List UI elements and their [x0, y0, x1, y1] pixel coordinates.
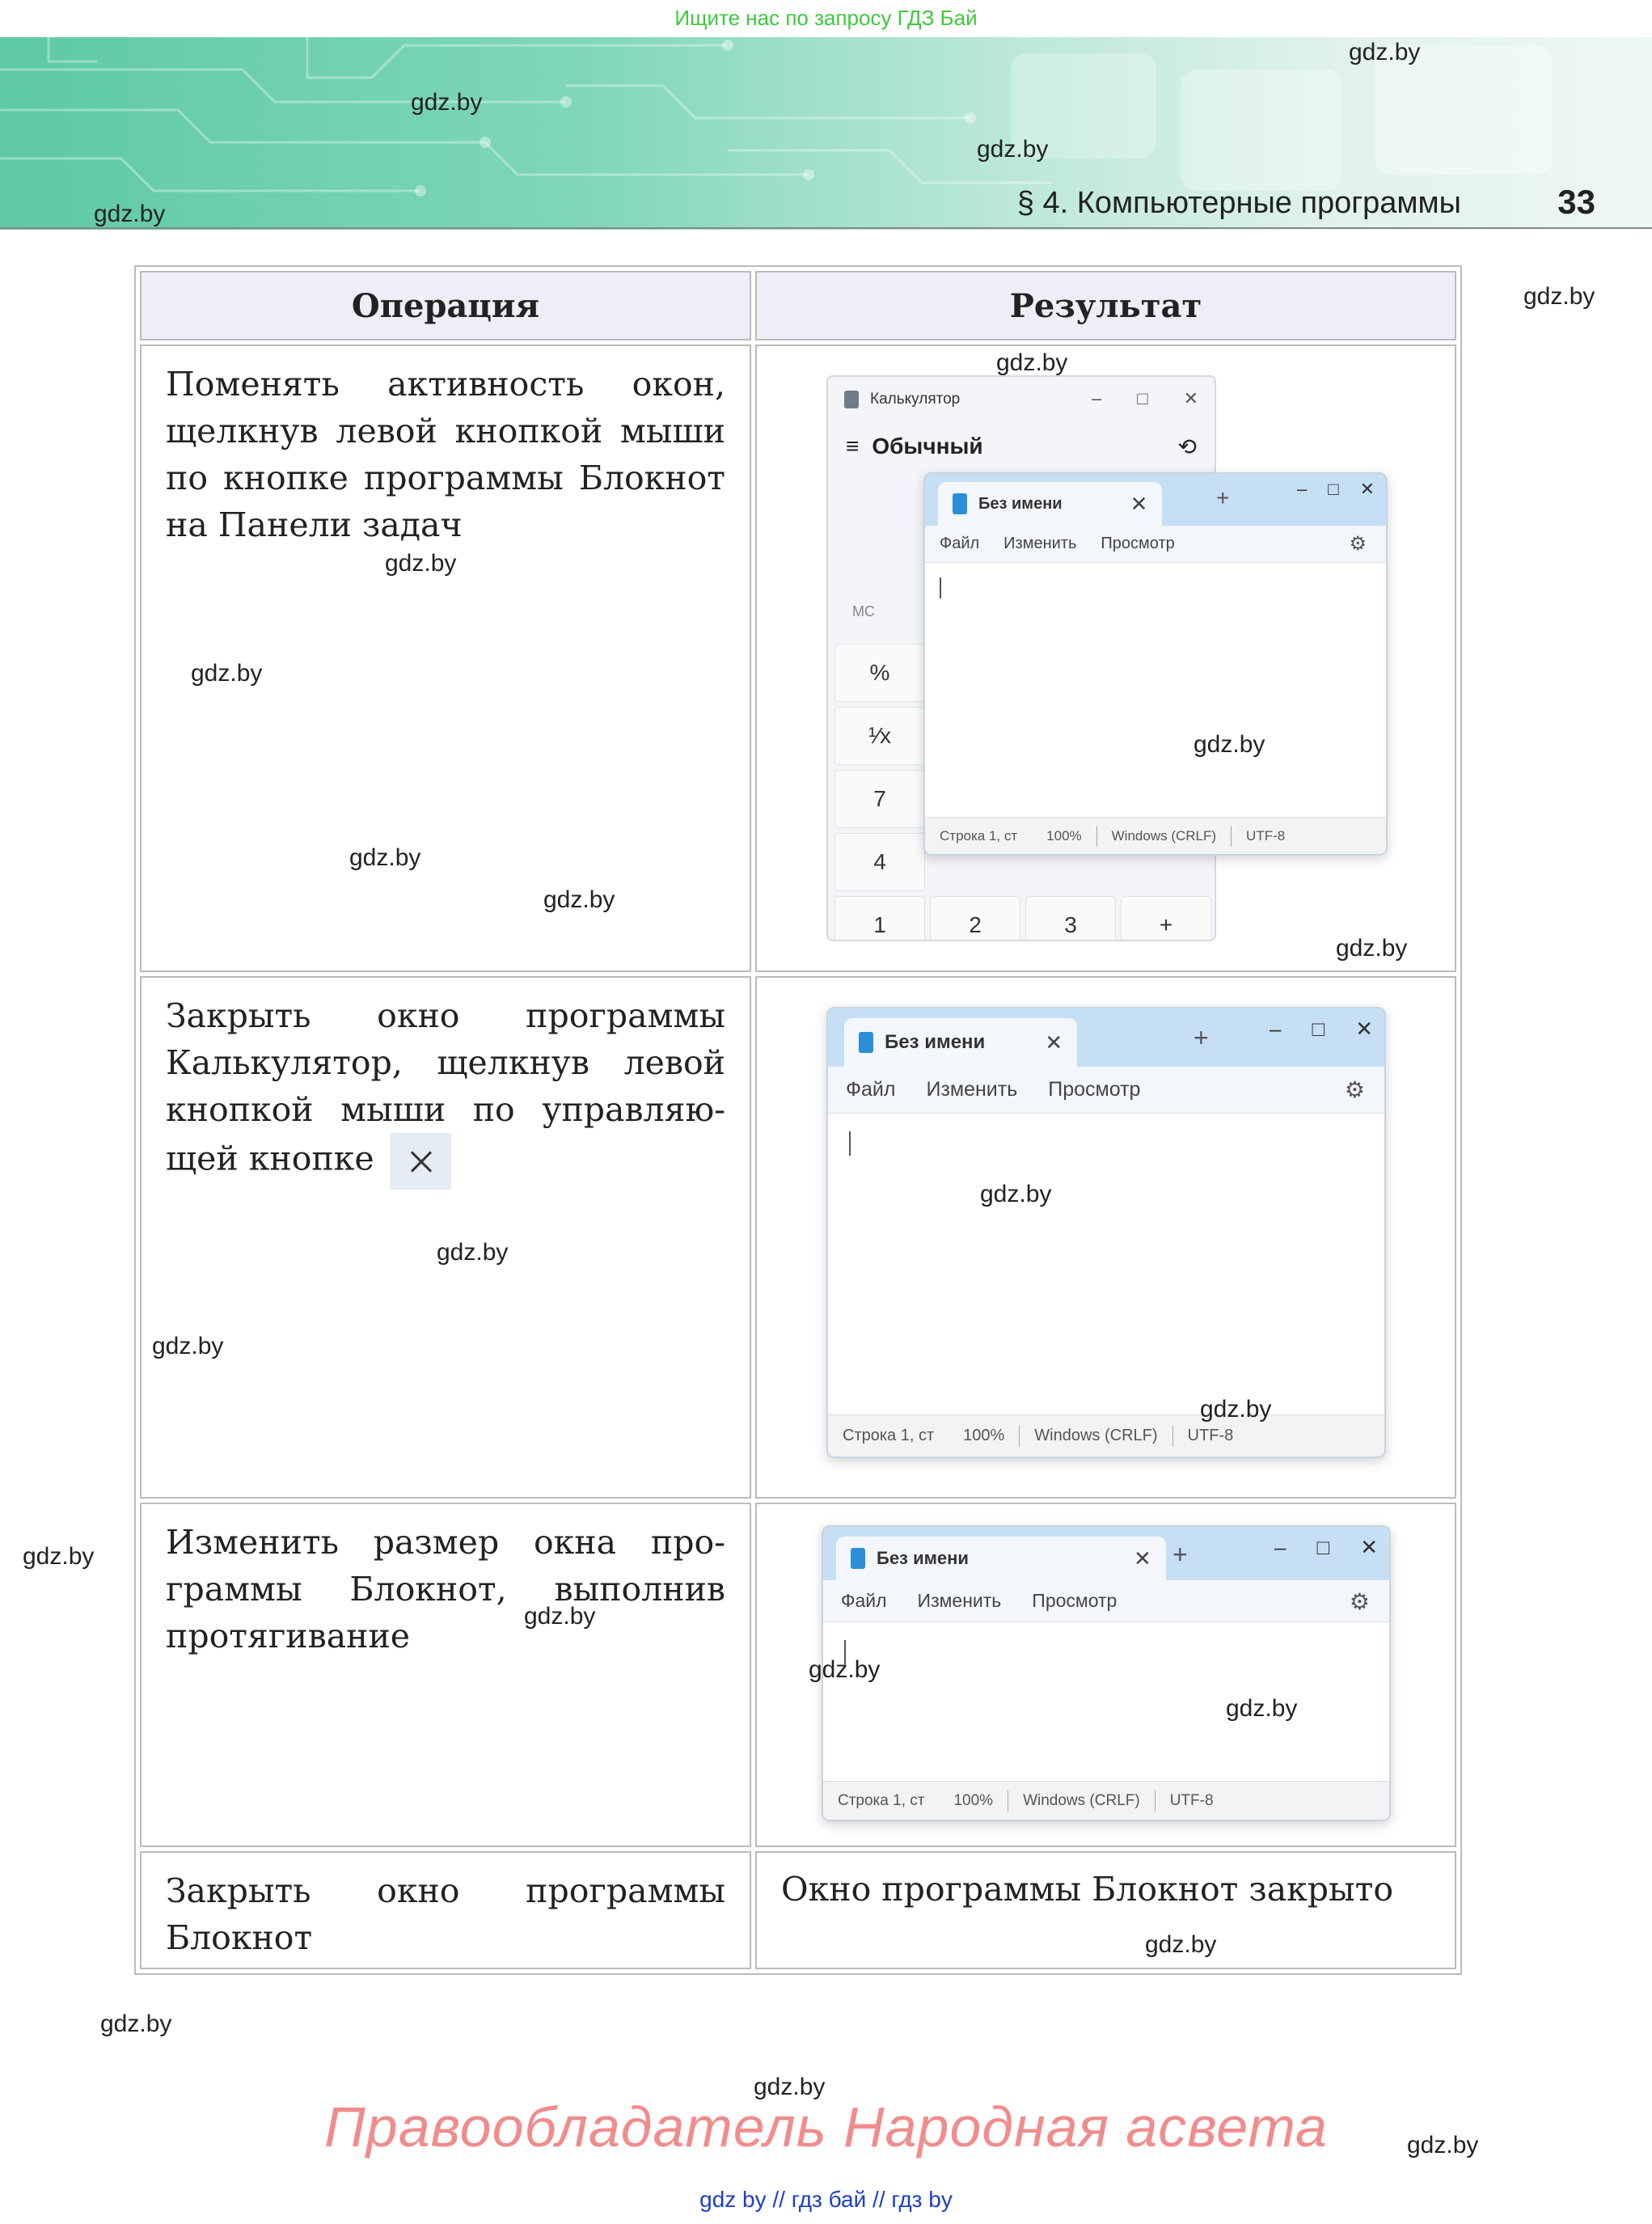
calc-key-3[interactable]: 3 [1025, 896, 1116, 941]
result-cell [755, 345, 1456, 972]
window-controls [1092, 388, 1198, 409]
minimize-icon[interactable]: – [1092, 388, 1102, 408]
notepad-tab[interactable] [938, 482, 1162, 526]
watermark: gdz.by [1407, 2132, 1479, 2158]
notepad-tab[interactable] [844, 1018, 1077, 1067]
watermark: gdz.by [100, 2010, 172, 2037]
maximize-icon[interactable]: □ [1312, 1017, 1325, 1041]
calc-key-reciprocal[interactable]: ¹⁄x [834, 707, 925, 765]
close-icon[interactable]: ✕ [1183, 388, 1198, 408]
window-controls [1297, 479, 1375, 500]
menu-view[interactable]: Просмотр [1048, 1078, 1141, 1101]
notepad-icon [859, 1032, 873, 1053]
notepad-titlebar [925, 474, 1386, 526]
watermark: gdz.by [1200, 1396, 1272, 1423]
result-cell [755, 1851, 1456, 1969]
close-icon[interactable]: ✕ [1359, 479, 1375, 499]
watermark: gdz.by [1226, 1695, 1298, 1722]
status-encoding: UTF-8 [1187, 1427, 1234, 1444]
notepad-window [826, 1007, 1386, 1458]
new-tab-icon[interactable]: + [1194, 1023, 1209, 1052]
notepad-text-area[interactable] [925, 563, 1386, 814]
table-row [140, 345, 1456, 972]
watermark: gdz.by [349, 844, 421, 871]
top-banner-text: Ищите нас по запросу ГДЗ Бай [674, 6, 978, 30]
menu-edit[interactable]: Изменить [1003, 535, 1077, 552]
table-row [140, 1851, 1456, 1969]
calc-key-1[interactable]: 1 [834, 896, 925, 941]
status-position: Строка 1, ст [940, 827, 1018, 844]
settings-gear-icon[interactable]: ⚙ [1344, 1077, 1365, 1102]
notepad-icon [953, 493, 967, 514]
minimize-icon[interactable]: – [1297, 479, 1308, 499]
window-controls [1274, 1535, 1378, 1560]
table-row [140, 1503, 1456, 1847]
settings-gear-icon[interactable]: ⚙ [1349, 533, 1367, 555]
calc-key-4[interactable]: 4 [834, 833, 925, 891]
menu-view[interactable]: Просмотр [1032, 1590, 1118, 1611]
notepad-window [822, 1525, 1391, 1821]
text-caret [849, 1131, 851, 1156]
menu-edit[interactable]: Изменить [917, 1590, 1002, 1611]
status-line-ending: Windows (CRLF) [1023, 1791, 1140, 1809]
menu-file[interactable]: Файл [846, 1078, 896, 1101]
col-header-operation: Операция [140, 271, 751, 340]
close-icon [390, 1133, 451, 1190]
calc-key-plus[interactable]: + [1121, 896, 1211, 941]
notepad-statusbar [823, 1781, 1389, 1820]
watermark: gdz.by [23, 1543, 95, 1570]
watermark: gdz.by [191, 660, 263, 687]
watermark: gdz.by [94, 201, 166, 227]
calculator-mode: Обычный [872, 433, 983, 459]
status-position: Строка 1, ст [838, 1791, 925, 1809]
watermark: gdz.by [809, 1656, 881, 1683]
notepad-text-area[interactable] [828, 1114, 1384, 1416]
watermark: gdz.by [385, 550, 457, 577]
tab-close-icon[interactable]: ✕ [1133, 1545, 1151, 1571]
status-zoom: 100% [1046, 827, 1082, 844]
status-zoom: 100% [953, 1791, 994, 1809]
result-text: Окно программы Блокнот закрыто [781, 1870, 1394, 1909]
operation-cell: Закрыть окно программы Блокнот [140, 1851, 751, 1969]
tab-close-icon[interactable]: ✕ [1045, 1030, 1063, 1055]
calc-key-2[interactable]: 2 [930, 896, 1020, 941]
tab-title: Без имени [877, 1548, 969, 1568]
menu-edit[interactable]: Изменить [926, 1078, 1018, 1101]
close-icon[interactable]: ✕ [1355, 1017, 1373, 1041]
minimize-icon[interactable]: – [1270, 1017, 1282, 1041]
window-controls [1270, 1017, 1373, 1042]
watermark: gdz.by [152, 1333, 224, 1359]
new-tab-icon[interactable]: + [1216, 485, 1230, 510]
minimize-icon[interactable]: – [1274, 1535, 1287, 1559]
operation-cell [140, 976, 751, 1499]
memory-clear-button[interactable]: MC [852, 603, 875, 619]
operation-text: Закрыть окно программы Калькулятор, щелкнув левой кнопкой мыши по управляю-щей кнопке [166, 996, 725, 1178]
watermark: gdz.by [1336, 935, 1408, 962]
result-cell [755, 976, 1456, 1499]
top-banner [0, 0, 1652, 37]
status-line-ending: Windows (CRLF) [1111, 827, 1217, 844]
page-number: 33 [1557, 183, 1595, 221]
status-position: Строка 1, ст [843, 1427, 935, 1444]
calc-key-percent[interactable]: % [834, 644, 925, 702]
watermark: gdz.by [754, 2074, 826, 2100]
calculator-titlebar [828, 377, 1215, 422]
maximize-icon[interactable]: □ [1328, 479, 1339, 499]
notepad-tab[interactable] [836, 1537, 1166, 1580]
notepad-statusbar [925, 817, 1386, 854]
watermark: gdz.by [980, 1181, 1052, 1207]
menu-view[interactable]: Просмотр [1101, 535, 1175, 552]
watermark: gdz.by [977, 136, 1049, 163]
watermark: gdz.by [524, 1603, 596, 1630]
status-zoom: 100% [963, 1427, 1005, 1444]
status-encoding: UTF-8 [1169, 1791, 1214, 1809]
watermark: gdz.by [543, 886, 615, 913]
watermark: gdz.by [1349, 39, 1421, 66]
watermark: gdz.by [996, 349, 1068, 376]
hamburger-menu-icon[interactable]: ≡ [846, 433, 860, 459]
watermark: gdz.by [411, 89, 483, 116]
notepad-menubar [828, 1067, 1384, 1114]
tab-title: Без имени [885, 1031, 986, 1053]
watermark: gdz.by [1194, 731, 1265, 758]
status-line-ending: Windows (CRLF) [1034, 1427, 1158, 1444]
section-title: § 4. Компьютерные программы [1016, 186, 1461, 220]
notepad-titlebar [828, 1008, 1384, 1067]
calculator-icon [844, 391, 859, 408]
calc-key-7[interactable]: 7 [834, 770, 925, 828]
calculator-mode-bar [828, 422, 1215, 471]
watermark: gdz.by [437, 1239, 509, 1266]
maximize-icon[interactable]: □ [1137, 388, 1148, 408]
close-icon[interactable]: ✕ [1360, 1535, 1378, 1559]
watermark: gdz.by [1145, 1931, 1217, 1958]
notepad-text-area[interactable] [823, 1622, 1389, 1781]
menu-file[interactable]: Файл [841, 1590, 887, 1611]
footer-links[interactable]: gdz by // гдз бай // гдз by [699, 2187, 953, 2212]
tab-title: Без имени [978, 494, 1063, 513]
new-tab-icon[interactable]: + [1172, 1540, 1188, 1569]
settings-gear-icon[interactable]: ⚙ [1349, 1589, 1370, 1614]
col-header-result: Результат [755, 271, 1456, 340]
notepad-titlebar [823, 1527, 1389, 1580]
operation-cell: Изменить размер окна про-граммы Блокнот, выполнив протягивание [140, 1503, 751, 1847]
tab-close-icon[interactable]: ✕ [1130, 491, 1148, 516]
calculator-title: Калькулятор [870, 391, 961, 408]
status-encoding: UTF-8 [1246, 827, 1286, 844]
table-header-row [140, 271, 1456, 340]
history-icon[interactable]: ⟲ [1177, 433, 1197, 459]
menu-file[interactable]: Файл [940, 535, 980, 552]
notepad-menubar [823, 1580, 1389, 1622]
copyright-holder: Правообладатель Народная асвета [324, 2095, 1328, 2158]
notepad-icon [851, 1548, 865, 1569]
notepad-statusbar [828, 1414, 1384, 1457]
operation-cell: Поменять активность окон, щелкнув левой кнопкой мыши по кнопке программы Блокнот на Панели задач [140, 345, 751, 972]
text-caret [940, 577, 941, 598]
notepad-window [923, 472, 1388, 856]
maximize-icon[interactable]: □ [1316, 1535, 1330, 1559]
watermark: gdz.by [1523, 283, 1595, 310]
notepad-menubar [925, 526, 1386, 563]
